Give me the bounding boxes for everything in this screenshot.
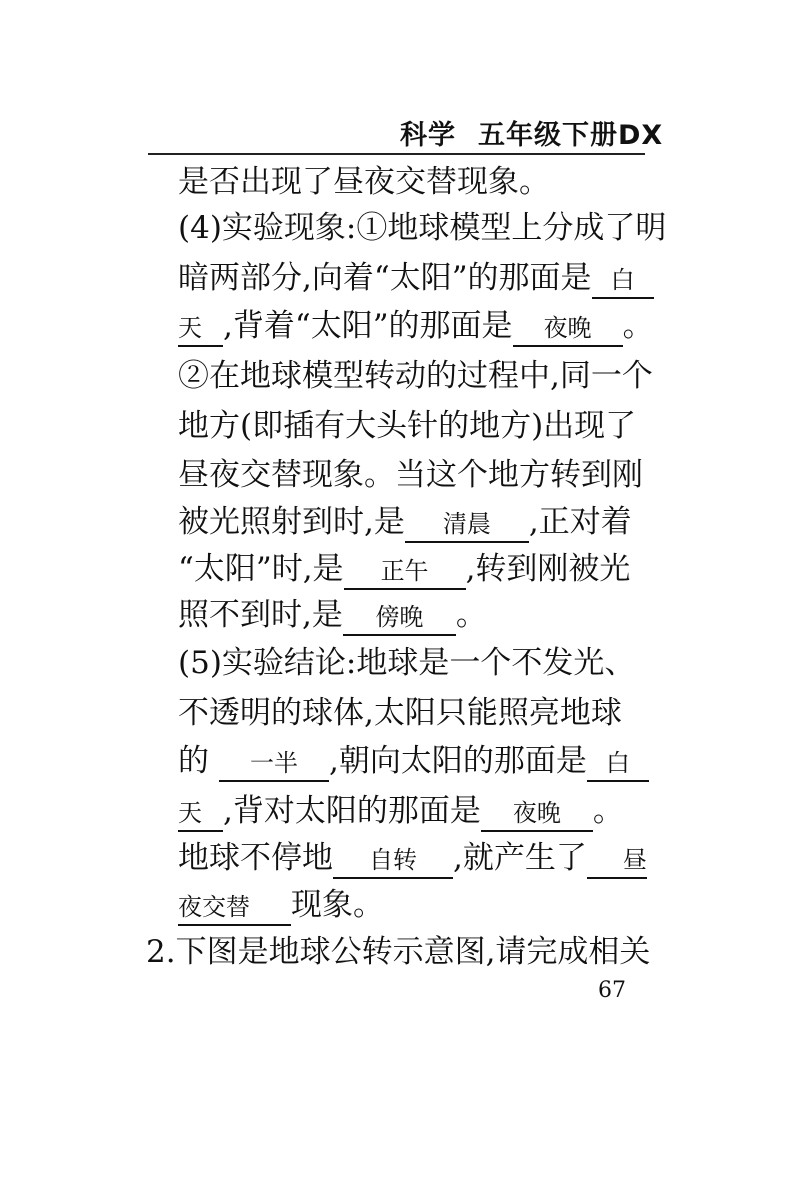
question-2-line: 2.下图是地球公转示意图,请完成相关	[146, 934, 651, 970]
text-line-8: 被光照射到时,是 清晨 ,正对着	[178, 502, 632, 543]
text-line-5: ②在地球模型转动的过程中,同一个	[178, 358, 653, 394]
text-line-10: 照不到时,是 傍晚 。	[178, 595, 487, 636]
answer-blank-dawn: 清晨	[405, 507, 529, 543]
header-rule	[148, 153, 645, 155]
text-line-14: 天 ,背对太阳的那面是 夜晚 。	[178, 791, 624, 832]
text-line-11: (5)实验结论:地球是一个不发光、	[178, 645, 636, 681]
text-line-12: 不透明的球体,太阳只能照亮地球	[178, 695, 622, 731]
text-line-9: “太阳”时,是 正午 ,转到刚被光	[178, 549, 630, 590]
page-header	[400, 113, 663, 152]
answer-blank-night-1: 夜晚	[513, 311, 623, 347]
answer-blank-daynight-a: 昼	[587, 843, 647, 879]
text-line-16: 夜交替 现象。	[178, 885, 384, 926]
subject-label: 科学	[400, 120, 456, 151]
text-line-1: 是否出现了昼夜交替现象。	[178, 164, 550, 200]
book-label: 五年级下册	[478, 120, 618, 151]
answer-blank-dusk: 傍晚	[343, 600, 456, 636]
text-line-13: 的 一半 ,朝向太阳的那面是 白	[178, 741, 649, 782]
text-line-6: 地方(即插有大头针的地方)出现了	[178, 408, 637, 444]
text-line-15: 地球不停地 自转 ,就产生了 昼	[178, 838, 647, 879]
answer-blank-day-1b: 天	[178, 311, 223, 347]
answer-blank-day-1a: 白	[592, 263, 654, 299]
answer-blank-night-2: 夜晚	[481, 796, 593, 832]
edition-label: DX	[618, 120, 664, 151]
text-line-4: 天 ,背着“太阳”的那面是 夜晚 。	[178, 306, 654, 347]
answer-blank-rotation: 自转	[333, 843, 453, 879]
text-line-3: 暗两部分,向着“太阳”的那面是 白	[178, 258, 654, 299]
answer-blank-day-2a: 白	[587, 746, 649, 782]
answer-blank-daynight-b: 夜交替	[178, 890, 291, 926]
answer-blank-day-2b: 天	[178, 796, 223, 832]
answer-blank-noon: 正午	[344, 554, 466, 590]
page-number: 67	[598, 978, 626, 1003]
answer-blank-half: 一半	[219, 746, 329, 782]
text-line-2: (4)实验现象:①地球模型上分成了明	[178, 210, 667, 246]
text-line-7: 昼夜交替现象。当这个地方转到刚	[178, 457, 643, 493]
